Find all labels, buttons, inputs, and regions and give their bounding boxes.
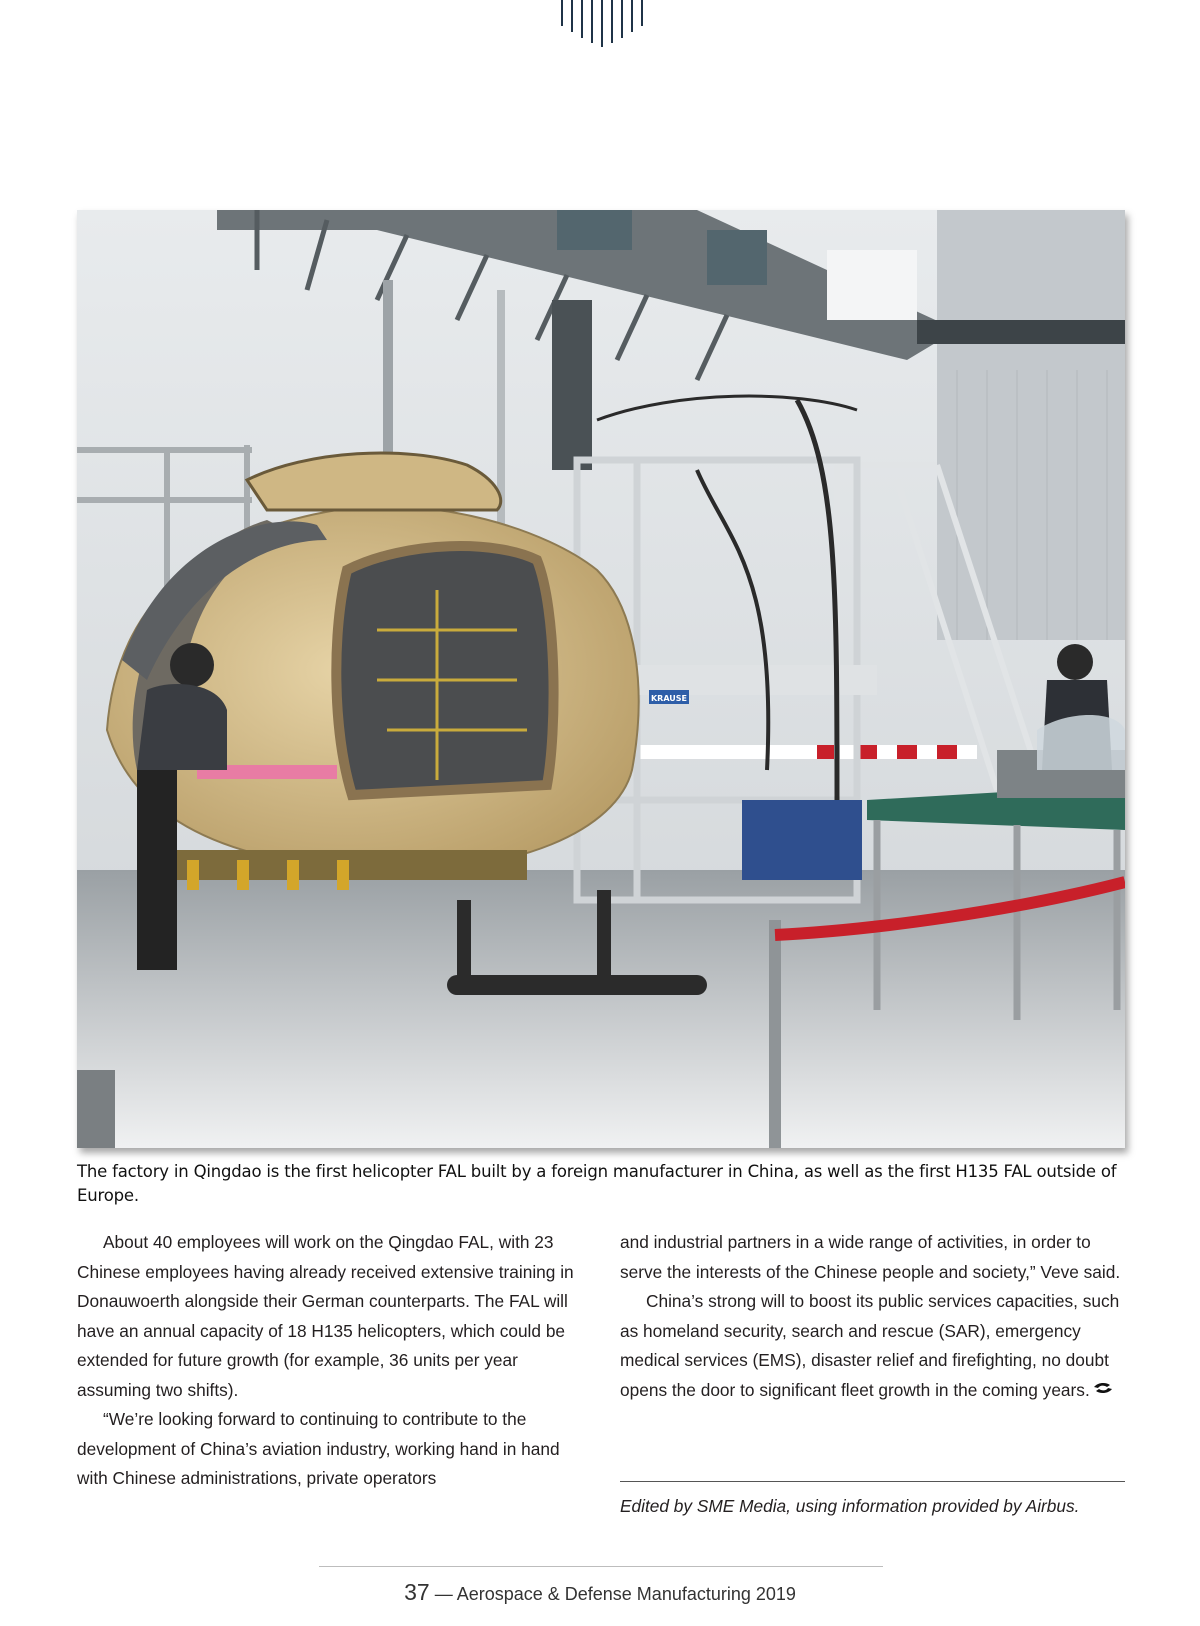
body-paragraph: About 40 employees will work on the Qingdao FAL, with 23 Chinese employees having already received extensive training in Donauwoerth alongside their German counterparts. The FAL will have an annual capacity of 18 H135 helicopters, which could be extended for future growth (for example, 36 units per year assuming two shifts). — [77, 1232, 574, 1400]
article-left-column — [77, 1228, 587, 1494]
credit-divider — [620, 1481, 1125, 1482]
publication-title: Aerospace & Defense Manufacturing 2019 — [456, 1584, 796, 1604]
page-footer — [0, 1579, 1200, 1606]
body-paragraph: and industrial partners in a wide range of activities, in order to serve the interests of the Chinese people and society,” Veve said. — [620, 1232, 1121, 1282]
platform-label: KRAUSE — [650, 694, 688, 703]
body-paragraph: “We’re looking forward to continuing to contribute to the development of China’s aviation industry, working hand in hand with Chinese administrations, private operators — [77, 1409, 560, 1488]
body-paragraph-final — [620, 1287, 1125, 1405]
source-credit: Edited by SME Media, using information provided by Airbus. — [620, 1496, 1080, 1516]
article-right-column — [620, 1228, 1125, 1405]
top-ornament — [559, 0, 645, 48]
footer-divider — [319, 1566, 883, 1567]
page-number: 37 — [404, 1579, 430, 1605]
body-paragraph-text: China’s strong will to boost its public services capacities, such as homeland security, search and rescue (SAR), emergency medical services (EMS), disaster relief and firefighting, no doubt opens the door to significant fleet growth in the coming years. — [620, 1291, 1120, 1400]
photo-caption: The factory in Qingdao is the first helicopter FAL built by a foreign manufacturer in China, as well as the first H135 FAL outside of Europe. — [77, 1162, 1117, 1205]
end-mark-icon — [1092, 1381, 1114, 1395]
helicopter-photo — [77, 210, 1125, 1148]
footer-separator: — — [434, 1584, 453, 1604]
